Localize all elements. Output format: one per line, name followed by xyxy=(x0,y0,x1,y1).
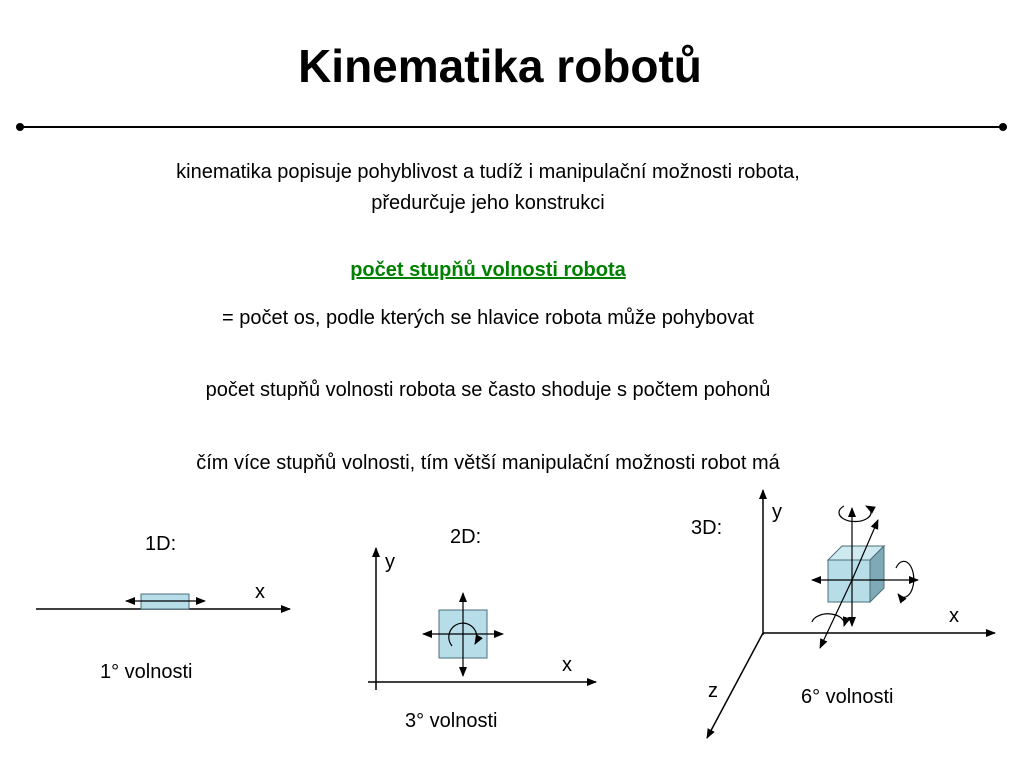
cube-3d xyxy=(828,546,884,602)
y-axis-label-3d: y xyxy=(772,501,782,523)
diagram-1d xyxy=(36,533,290,683)
diagram-2d-label: 2D: xyxy=(450,526,482,548)
x-axis-label-1d: x xyxy=(255,581,265,603)
x-axis-label-3d: x xyxy=(949,605,959,627)
x-axis-label-2d: x xyxy=(562,654,572,676)
caption-2d: 3° volnosti xyxy=(405,710,498,732)
subheading: počet stupňů volnosti robota xyxy=(350,259,626,281)
caption-3d: 6° volnosti xyxy=(801,686,894,708)
caption-1d: 1° volnosti xyxy=(100,661,193,683)
definition-text: = počet os, podle kterých se hlavice robota může pohybovat xyxy=(222,307,754,329)
diagram-3d xyxy=(691,490,995,738)
diagram-3d-label: 3D: xyxy=(691,517,723,539)
note-manipulation: čím více stupňů volnosti, tím větší manipulační možnosti robot má xyxy=(196,452,780,474)
diagram-1d-label: 1D: xyxy=(145,533,177,555)
slide-title: Kinematika robotů xyxy=(298,40,702,92)
z-axis-label-3d: z xyxy=(708,680,718,702)
rotation-arrow-y-3d xyxy=(839,506,871,522)
intro-line-2: předurčuje jeho konstrukci xyxy=(371,192,605,214)
intro-line-1: kinematika popisuje pohyblivost a tudíž i manipulační možnosti robota, xyxy=(176,161,800,183)
diagram-2d xyxy=(368,526,596,732)
rotation-arrow-z-3d xyxy=(812,614,844,626)
y-axis-label-2d: y xyxy=(385,551,395,573)
rotation-arrow-x-3d xyxy=(896,561,914,597)
note-motors: počet stupňů volnosti robota se často shoduje s počtem pohonů xyxy=(205,379,771,401)
